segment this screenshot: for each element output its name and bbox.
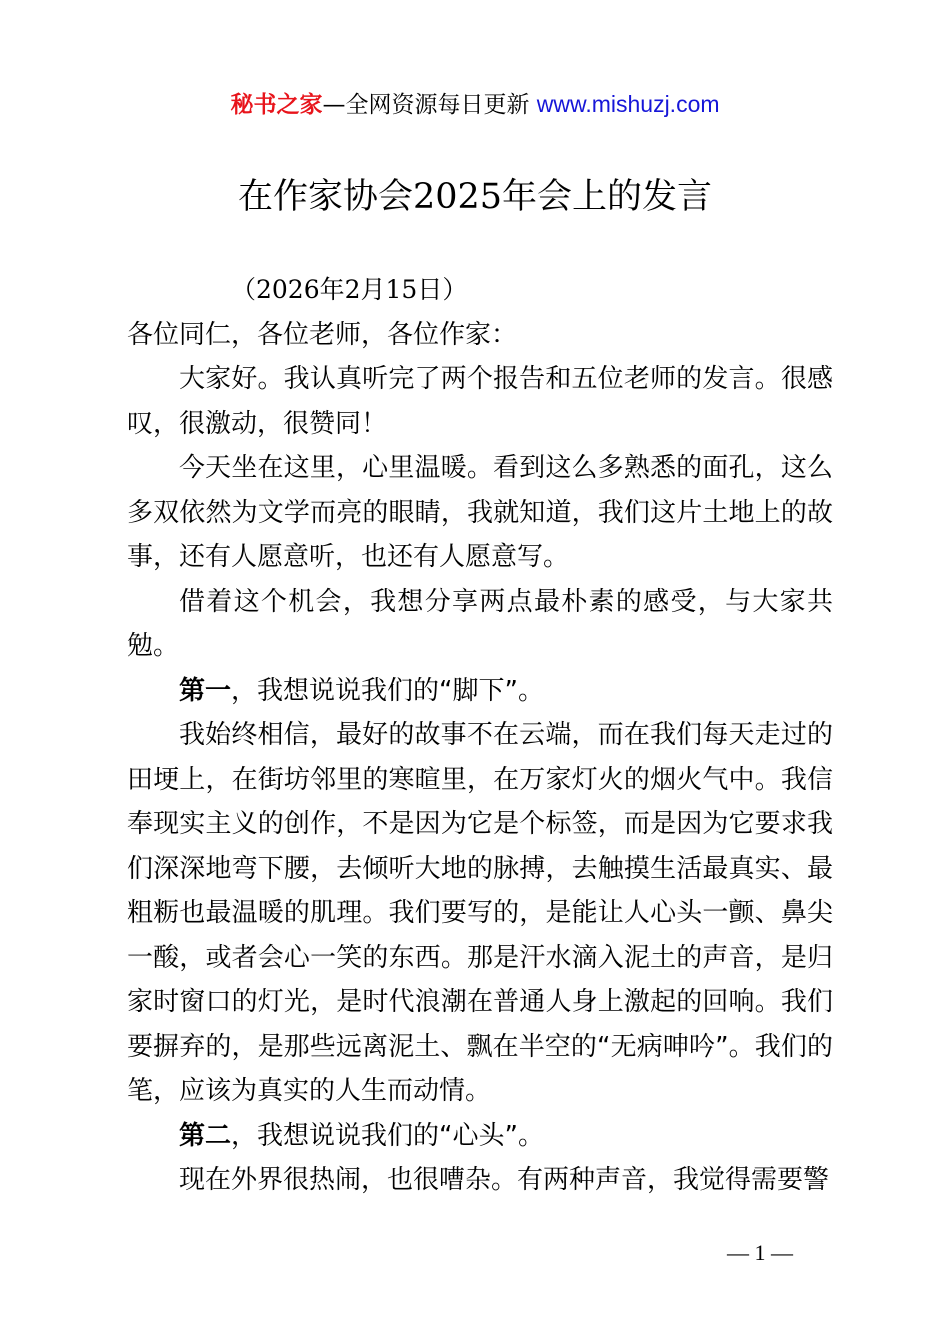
- paragraph: [127, 580, 833, 669]
- paragraph: [127, 669, 833, 714]
- paragraph-text: 我始终相信，最好的故事不在云端，而在我们每天走过的田埂上，在街坊邻里的寒暄里，在万家灯火的烟火气中。我信奉现实主义的创作，不是因为它是个标签，而是因为它要求我们深深地弯下腰，去倾听大地的脉搏，去触摸生活最真实、最粗粝也最温暖的肌理。我们要写的，是能让人心头一颤、鼻尖一酸，或者会心一笑的东西。那是汗水滴入泥土的声音，是归家时窗口的灯光，是时代浪潮在普通人身上激起的回响。我们要摒弃的，是那些远离泥土、飘在半空的“无病呻吟”。我们的笔，应该为真实的人生而动情。: [127, 720, 833, 1106]
- document-title: 在作家协会2025年会上的发言: [237, 177, 713, 217]
- paragraph: [127, 446, 833, 580]
- page-number: — 1 —: [727, 1240, 793, 1265]
- point-lead: 第二: [179, 1120, 232, 1151]
- paragraph: [127, 1158, 833, 1203]
- document-body: [127, 268, 833, 1203]
- point-lead: 第一: [179, 675, 232, 706]
- paragraph: [127, 713, 833, 1114]
- site-header: [0, 88, 950, 121]
- paragraph-text: 现在外界很热闹，也很嘈杂。有两种声音，我觉得需要警: [179, 1165, 830, 1195]
- brand-name: 秘书之家: [230, 92, 323, 118]
- paragraph-text: 大家好。我认真听完了两个报告和五位老师的发言。很感叹，很激动，很赞同！: [127, 364, 833, 439]
- paragraph: [127, 357, 833, 446]
- header-tagline: —全网资源每日更新: [322, 92, 537, 118]
- paragraph-text: ，我想说说我们的“脚下”。: [231, 675, 544, 706]
- paragraph: [127, 1114, 833, 1159]
- paragraph-text: 借着这个机会，我想分享两点最朴素的感受，与大家共勉。: [127, 586, 833, 661]
- paragraph-text: ，我想说说我们的“心头”。: [231, 1120, 544, 1151]
- salutation: 各位同仁，各位老师，各位作家：: [127, 319, 518, 350]
- speech-date: （2026年2月15日）: [231, 275, 468, 304]
- site-url-link[interactable]: www.mishuzj.com: [536, 91, 720, 117]
- paragraph-text: 今天坐在这里，心里温暖。看到这么多熟悉的面孔，这么多双依然为文学而亮的眼睛，我就知道，我们这片土地上的故事，还有人愿意听，也还有人愿意写。: [127, 453, 833, 572]
